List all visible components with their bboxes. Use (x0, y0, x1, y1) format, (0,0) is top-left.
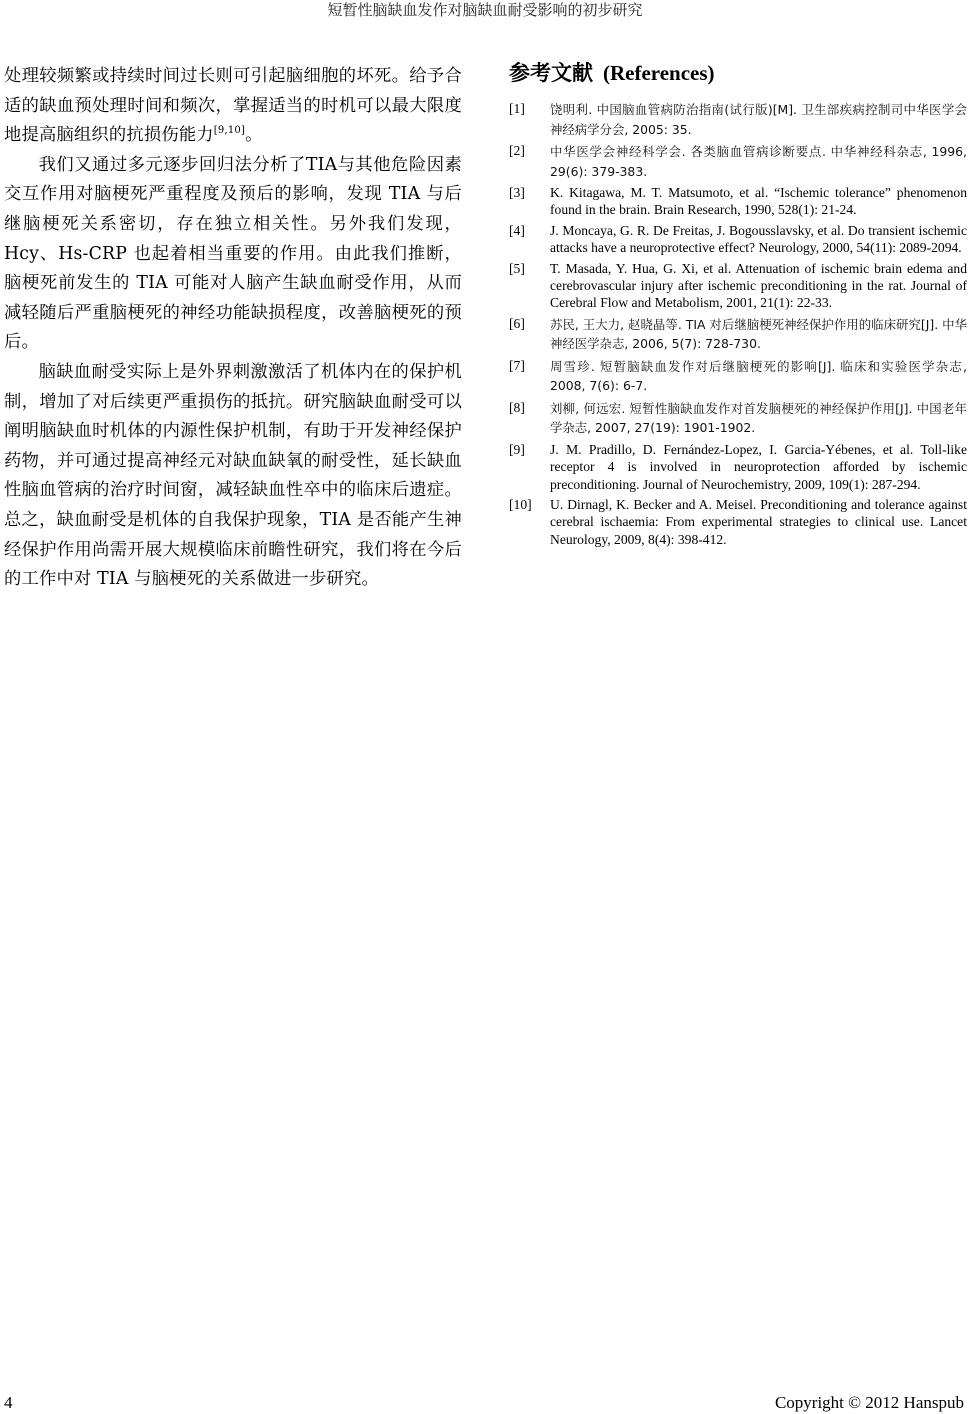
reference-text: 饶明利. 中国脑血管病防治指南(试行版)[M]. 卫生部疾病控制司中华医学会神经病学分会, 2005: 35. (550, 102, 967, 137)
reference-item (509, 315, 967, 354)
reference-item (509, 260, 967, 312)
reference-number: [9] (509, 441, 525, 457)
reference-text: T. Masada, Y. Hua, G. Xi, et al. Attenuation of ischemic brain edema and cerebrovascular injury after ischemic preconditioning in the rat. Journal of Cerebral Flow and Metabolism, 2001, 21(1): 22-33. (550, 260, 967, 311)
reference-text: K. Kitagawa, M. T. Matsumoto, et al. “Ischemic tolerance” phenomenon found in the brain. Brain Research, 1990, 528(1): 21-24. (550, 185, 967, 218)
reference-text: J. M. Pradillo, D. Fernández-Lopez, I. Garcia-Yébenes, et al. Toll-like receptor 4 is involved in neuroprotection afforded by ischemic preconditioning. Journal of Neurochemistry, 2009, 109(1): 287-294. (550, 441, 967, 492)
references-heading-cn: 参考文献 (509, 61, 593, 85)
references-heading-en: (References) (603, 61, 715, 85)
reference-text: 周雪珍. 短暂脑缺血发作对后继脑梗死的影响[J]. 临床和实验医学杂志, 2008, 7(6): 6-7. (550, 358, 967, 394)
references-heading (509, 58, 967, 88)
reference-number: [4] (509, 222, 525, 238)
reference-text: U. Dirnagl, K. Becker and A. Meisel. Preconditioning and tolerance against cerebral ischaemia: From experimental strategies to clinical use. Lancet Neurology, 2009, 8(4): 398-412. (550, 497, 967, 547)
running-header: 短暂性脑缺血发作对脑缺血耐受影响的初步研究 (327, 1, 643, 19)
page-number: 4 (4, 1393, 13, 1412)
reference-list (509, 100, 967, 548)
reference-item (509, 399, 967, 438)
reference-text: J. Moncaya, G. R. De Freitas, J. Bogousslavsky, et al. Do transient ischemic attacks have a neuroprotective effect? Neurology, 2000, 54(11): 2089-2094. (550, 222, 967, 256)
reference-text: 刘柳, 何远宏. 短暂性脑缺血发作对首发脑梗死的神经保护作用[J]. 中国老年学杂志, 2007, 27(19): 1901-1902. (550, 400, 967, 436)
reference-item (509, 441, 967, 493)
body-paragraph-1 (4, 62, 462, 151)
reference-number: [10] (509, 497, 532, 513)
reference-item (509, 496, 967, 548)
copyright-notice: Copyright © 2012 Hanspub (774, 1393, 964, 1412)
paragraph-1-end: 。 (245, 125, 263, 146)
reference-item (509, 100, 967, 139)
reference-text: 苏民, 王大力, 赵晓晶等. TIA 对后继脑梗死神经保护作用的临床研究[J]. 中华神经医学杂志, 2006, 5(7): 728-730. (550, 316, 967, 352)
paragraph-1-text: 处理较频繁或持续时间过长则可引起脑细胞的坏死。给予合适的缺血预处理时间和频次，掌握适当的时机可以最大限度地提高脑组织的抗损伤能力 (4, 66, 462, 146)
reference-number: [7] (509, 357, 525, 373)
reference-text: 中华医学会神经科学会. 各类脑血管病诊断要点. 中华神经科杂志, 1996, 29(6): 379-383. (550, 144, 967, 179)
reference-number: [5] (509, 260, 525, 276)
reference-item (509, 357, 967, 396)
reference-number: [6] (509, 315, 525, 331)
references-section (509, 58, 967, 551)
body-paragraph-2: 我们又通过多元逐步回归法分析了TIA与其他危险因素交互作用对脑梗死严重程度及预后的影响，发现 TIA 与后继脑梗死关系密切，存在独立相关性。另外我们发现，Hcy、Hs-CRP 也起着相当重要的作用。由此我们推断，脑梗死前发生的 TIA 可能对人脑产生缺血耐受作用，从而减轻随后严重脑梗死的神经功能缺损程度，改善脑梗死的预后。 (4, 154, 462, 353)
citation-superscript: [9,10] (213, 125, 246, 137)
reference-item (509, 222, 967, 257)
body-paragraph-3: 脑缺血耐受实际上是外界刺激激活了机体内在的保护机制，增加了对后续更严重损伤的抵抗。研究脑缺血耐受可以阐明脑缺血时机体的内源性保护机制，有助于开发神经保护药物，并可通过提高神经元对缺血缺氧的耐受性，延长缺血性脑血管病的治疗时间窗，减轻缺血性卒中的临床后遗症。总之，缺血耐受是机体的自我保护现象，TIA 是否能产生神经保护作用尚需开展大规模临床前瞻性研究，我们将在今后的工作中对 TIA 与脑梗死的关系做进一步研究。 (4, 361, 462, 590)
reference-item (509, 142, 967, 181)
reference-number: [8] (509, 399, 525, 415)
reference-number: [2] (509, 143, 525, 158)
body-text-column (4, 62, 462, 595)
reference-item (509, 184, 967, 219)
reference-number: [3] (509, 185, 525, 200)
reference-number: [1] (509, 101, 525, 116)
